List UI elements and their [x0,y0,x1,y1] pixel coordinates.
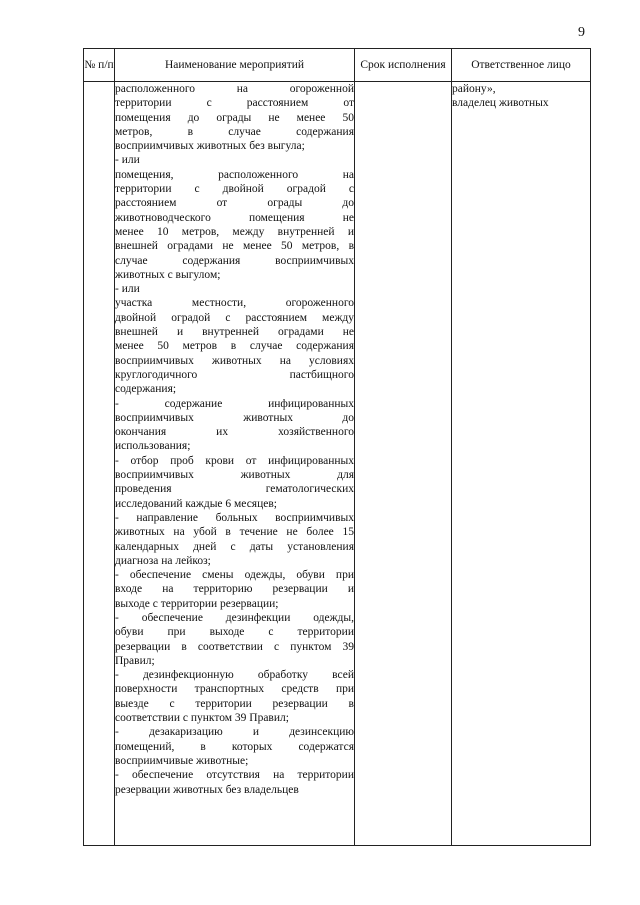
action-text-line: восприимчивых животных до [115,411,354,424]
action-text-line: восприимчивых животных на условиях [115,354,354,367]
action-text-line: - или [115,154,140,167]
action-text-line: входе на территорию резервации и [115,583,354,596]
action-text-line: выходе с территории резервации; [115,597,279,610]
header-num: № п/п [84,49,115,82]
action-text-line: расположенного на огороженной [115,83,354,95]
action-text-line: резервации животных без владельцев [115,783,299,796]
responsible-text-line: владелец животных [452,97,549,110]
action-text-line: резервации в соответствии с пунктом 39 [115,640,354,653]
action-text-line: восприимчивые животные; [115,754,249,767]
action-text-line: - отбор проб крови от инфицированных [115,454,354,467]
action-text-line: - содержание инфицированных [115,397,354,410]
table-row [84,82,591,846]
table-header-row [84,49,591,82]
action-text-line: поверхности транспортных средств при [115,683,354,696]
action-text-line: содержания; [115,383,177,396]
action-text-line: территории с двойной оградой с [115,183,354,196]
cell-responsible [452,82,591,846]
action-text-line: расстоянием от ограды до [115,197,354,210]
action-text-line: диагноза на лейкоз; [115,554,211,567]
action-text-line: исследований каждые 6 месяцев; [115,497,277,510]
action-text-line: выезде с территории резервации в [115,697,354,710]
action-text-line: животных на убой в течение не более 15 [115,526,354,539]
action-text-line: - обеспечение дезинфекции одежды, [115,611,354,624]
header-deadline: Срок исполнения [355,49,452,82]
action-text-line: метров, в случае содержания [115,125,354,138]
action-text-line: - обеспечение отсутствия на территории [115,769,354,782]
action-text-line: менее 50 метров в случае содержания [115,340,354,353]
header-responsible: Ответственное лицо [452,49,591,82]
action-text-line: внешней оградами не менее 50 метров, в [115,240,354,253]
action-text-line: двойной оградой с расстоянием между [115,311,354,324]
action-text-line: менее 10 метров, между внутренней и [115,225,354,238]
action-text-line: территории с расстоянием от [115,97,354,110]
responsible-text-line: району», [452,83,496,95]
action-text-line: соответствии с пунктом 39 Правил; [115,712,289,725]
action-text-line: участка местности, огороженного [115,297,354,310]
action-text-line: использования; [115,440,191,453]
action-text-line: круглогодичного пастбищного [115,368,354,381]
action-text-line: - дезинфекционную обработку всей [115,669,354,682]
action-text-line: помещений, в которых содержатся [115,740,354,753]
action-text-line: восприимчивых животных для [115,469,354,482]
action-text-line: помещения до ограды не менее 50 [115,111,354,124]
action-text-line: обуви при выходе с территории [115,626,354,639]
action-text-line: животноводческого помещения не [115,211,354,224]
action-text-line: помещения, расположенного на [115,168,354,181]
measures-table [83,48,591,846]
page-number: 9 [578,25,585,40]
action-text-line: восприимчивых животных без выгула; [115,140,305,153]
action-text-line: - обеспечение смены одежды, обуви при [115,569,354,582]
cell-deadline [355,82,452,846]
action-text-line: проведения гематологических [115,483,354,496]
action-text-line: - направление больных восприимчивых [115,511,354,524]
action-text-line: внешней и внутренней оградами не [115,326,354,339]
action-text-line: Правил; [115,654,155,667]
action-text-line: календарных дней с даты установления [115,540,354,553]
action-text-line: случае содержания восприимчивых [115,254,354,267]
action-text-line: окончания их хозяйственного [115,426,354,439]
cell-actions [115,82,355,846]
cell-num [84,82,115,846]
action-text-line: животных с выгулом; [115,268,221,281]
action-text-line: - или [115,283,140,296]
header-name: Наименование мероприятий [115,49,355,82]
action-text-line: - дезакаризацию и дезинсекцию [115,726,354,739]
